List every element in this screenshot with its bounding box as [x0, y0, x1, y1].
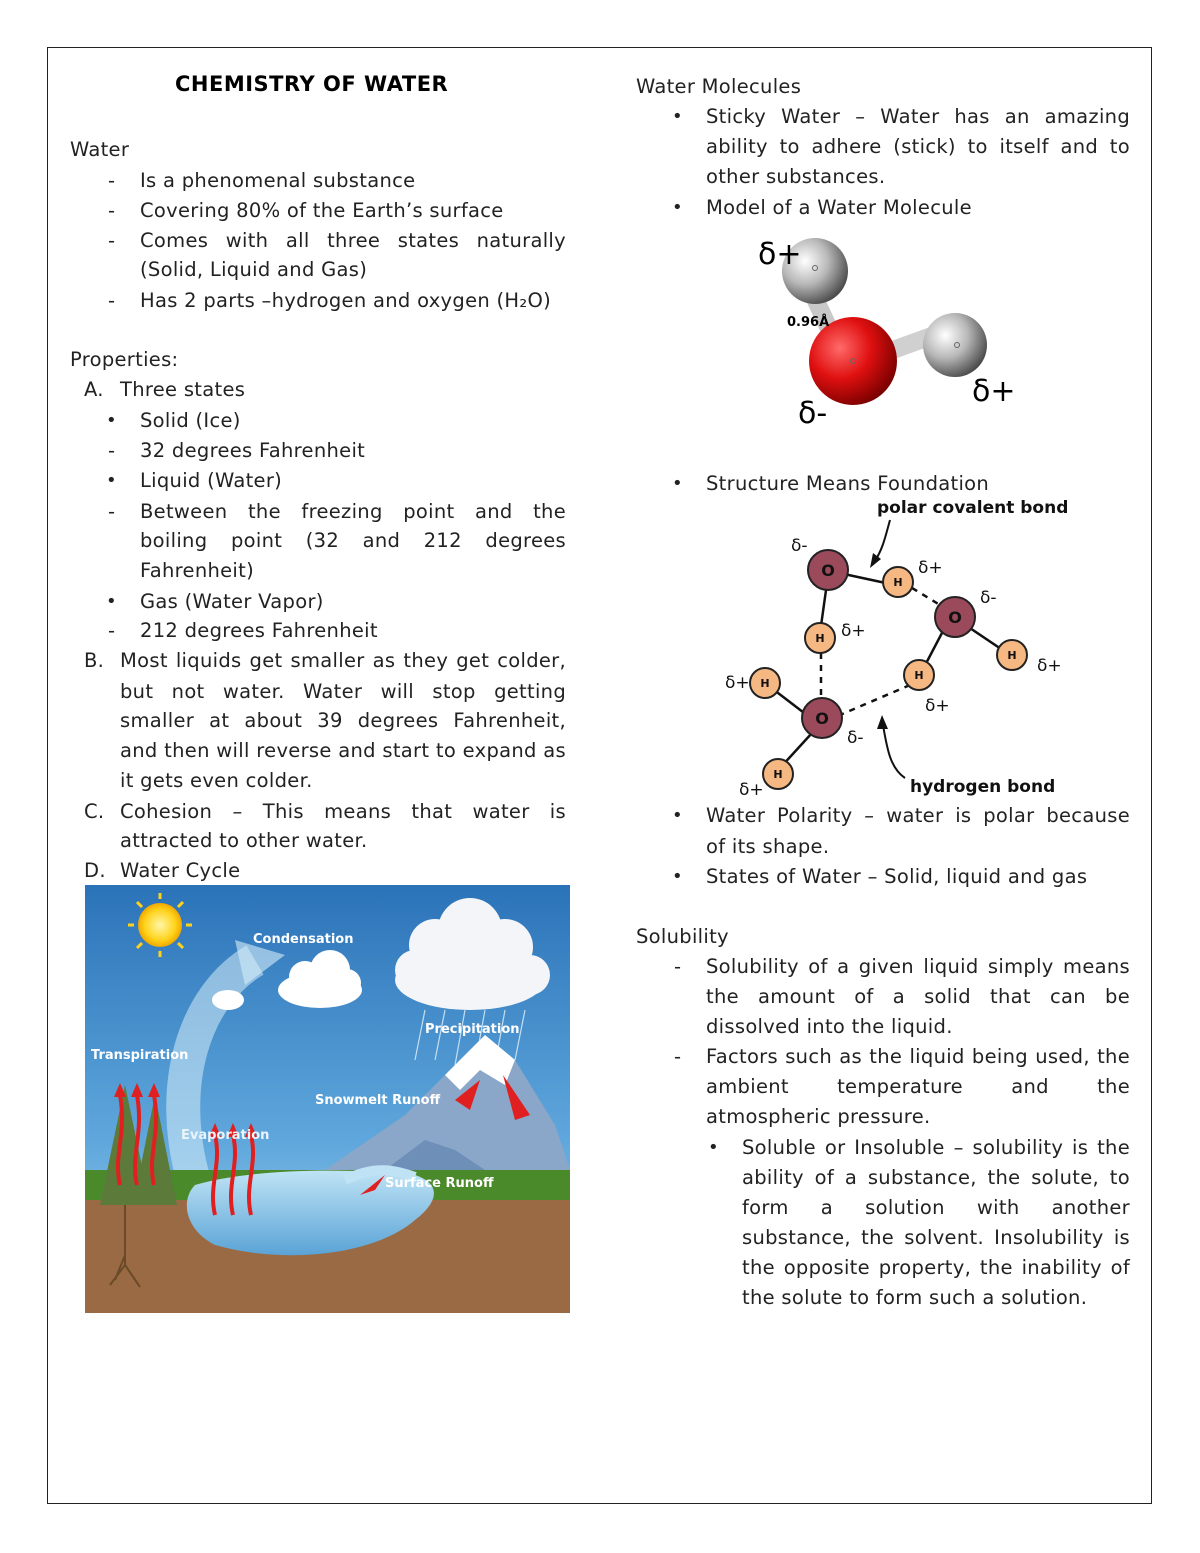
svg-text:δ+: δ+	[925, 696, 950, 716]
svg-text:δ-: δ-	[980, 588, 997, 608]
list-marker-c: C.	[84, 800, 105, 823]
solubility-line: dissolved into the liquid.	[706, 1015, 953, 1038]
gas-item: • Gas (Water Vapor)	[140, 587, 324, 617]
b-line: but not water. Water will stop getting	[120, 680, 566, 703]
page-title: CHEMISTRY OF WATER	[175, 72, 449, 96]
properties-heading: Properties:	[70, 348, 179, 371]
water-cycle-label: Water Cycle	[120, 859, 241, 882]
solubility-line: the amount of a solid that can be	[706, 985, 1130, 1008]
transpiration-label: Transpiration	[91, 1048, 189, 1063]
liquid-detail-cont: boiling point (32 and 212 degrees	[140, 529, 566, 552]
soluble-line: • Soluble or Insoluble – solubility is the	[742, 1133, 1130, 1163]
list-marker-a: A.	[84, 378, 104, 401]
svg-text:H: H	[1007, 649, 1017, 662]
water-molecule-model	[750, 228, 1016, 433]
svg-text:δ-: δ-	[791, 536, 808, 556]
water-item: - Is a phenomenal substance	[140, 166, 415, 196]
sticky-line: other substances.	[706, 165, 886, 188]
c-line: attracted to other water.	[120, 829, 368, 852]
evaporation-label: Evaporation	[181, 1128, 270, 1143]
c-line: Cohesion – This means that water is	[120, 800, 566, 823]
svg-text:O: O	[815, 709, 829, 728]
svg-text:δ+: δ+	[918, 558, 943, 578]
factors-line: ambient temperature and the	[706, 1075, 1130, 1098]
liquid-item: • Liquid (Water)	[140, 466, 282, 496]
soluble-line: ability of a substance, the solute, to	[742, 1166, 1130, 1189]
svg-text:O: O	[948, 608, 962, 627]
sticky-line: • Sticky Water – Water has an amazing	[706, 102, 1130, 132]
water-molecules-heading: Water Molecules	[636, 75, 802, 98]
soluble-line: form a solution with another	[742, 1196, 1130, 1219]
solid-detail: - 32 degrees Fahrenheit	[140, 436, 365, 466]
cloud-icon	[212, 990, 244, 1010]
condensation-label: Condensation	[253, 932, 354, 947]
delta-plus-label: δ+	[758, 237, 802, 272]
three-states-label: Three states	[120, 378, 246, 401]
water-item: - Comes with all three states naturally	[140, 226, 566, 256]
snowmelt-label: Snowmelt Runoff	[315, 1093, 441, 1108]
solubility-heading: Solubility	[636, 925, 729, 948]
water-item: - Covering 80% of the Earth’s surface	[140, 196, 504, 226]
svg-text:H: H	[773, 768, 783, 781]
water-cycle-illustration	[85, 885, 570, 1313]
factors-line: atmospheric pressure.	[706, 1105, 931, 1128]
polarity-line: of its shape.	[706, 835, 830, 858]
svg-text:δ-: δ-	[847, 728, 864, 748]
polarity-line: • Water Polarity – water is polar because	[706, 801, 1130, 831]
liquid-detail-cont: Fahrenheit)	[140, 559, 255, 582]
structure-item: • Structure Means Foundation	[706, 469, 989, 499]
water-item: - Has 2 parts –hydrogen and oxygen (H₂O)	[140, 286, 551, 316]
b-line: it gets even colder.	[120, 769, 313, 792]
precipitation-label: Precipitation	[425, 1022, 520, 1037]
liquid-detail: - Between the freezing point and the	[140, 497, 566, 527]
delta-minus-label: δ-	[798, 396, 828, 431]
svg-text:H: H	[893, 576, 903, 589]
soluble-line: the opposite property, the inability of	[742, 1256, 1130, 1279]
svg-text:δ+: δ+	[841, 621, 866, 641]
water-item-cont: (Solid, Liquid and Gas)	[140, 258, 368, 281]
factors-line: - Factors such as the liquid being used, the	[706, 1042, 1130, 1072]
surface-runoff-label: Surface Runoff	[385, 1176, 494, 1191]
svg-text:H: H	[815, 632, 825, 645]
svg-text:δ+: δ+	[725, 673, 750, 693]
hydrogen-bond-label: hydrogen bond	[910, 777, 1056, 797]
svg-text:δ+: δ+	[1037, 656, 1062, 676]
gas-detail: - 212 degrees Fahrenheit	[140, 616, 378, 646]
b-line: smaller at about 39 degrees Fahrenheit,	[120, 709, 566, 732]
soluble-line: substance, the solvent. Insolubility is	[742, 1226, 1130, 1249]
list-marker-b: B.	[84, 649, 105, 672]
sticky-line: ability to adhere (stick) to itself and to	[706, 135, 1130, 158]
bond-length-label: 0.96Å	[787, 315, 830, 330]
svg-text:O: O	[821, 561, 835, 580]
b-line: and then will reverse and start to expand as	[120, 739, 566, 762]
hydrogen-bond-diagram	[715, 493, 1085, 805]
b-line: Most liquids get smaller as they get colder,	[120, 649, 566, 672]
svg-text:H: H	[914, 669, 924, 682]
soluble-line: the solute to form such a solution.	[742, 1286, 1088, 1309]
svg-text:H: H	[760, 677, 770, 690]
list-marker-d: D.	[84, 859, 106, 882]
water-heading: Water	[70, 138, 130, 161]
solid-item: • Solid (Ice)	[140, 406, 241, 436]
delta-plus-label: δ+	[972, 374, 1016, 409]
solubility-line: - Solubility of a given liquid simply means	[706, 952, 1130, 982]
polar-covalent-bond-label: polar covalent bond	[877, 498, 1069, 518]
model-item: • Model of a Water Molecule	[706, 193, 972, 223]
states-item: • States of Water – Solid, liquid and gas	[706, 862, 1087, 892]
oxygen-atom	[809, 317, 897, 405]
svg-text:δ+: δ+	[739, 780, 764, 800]
